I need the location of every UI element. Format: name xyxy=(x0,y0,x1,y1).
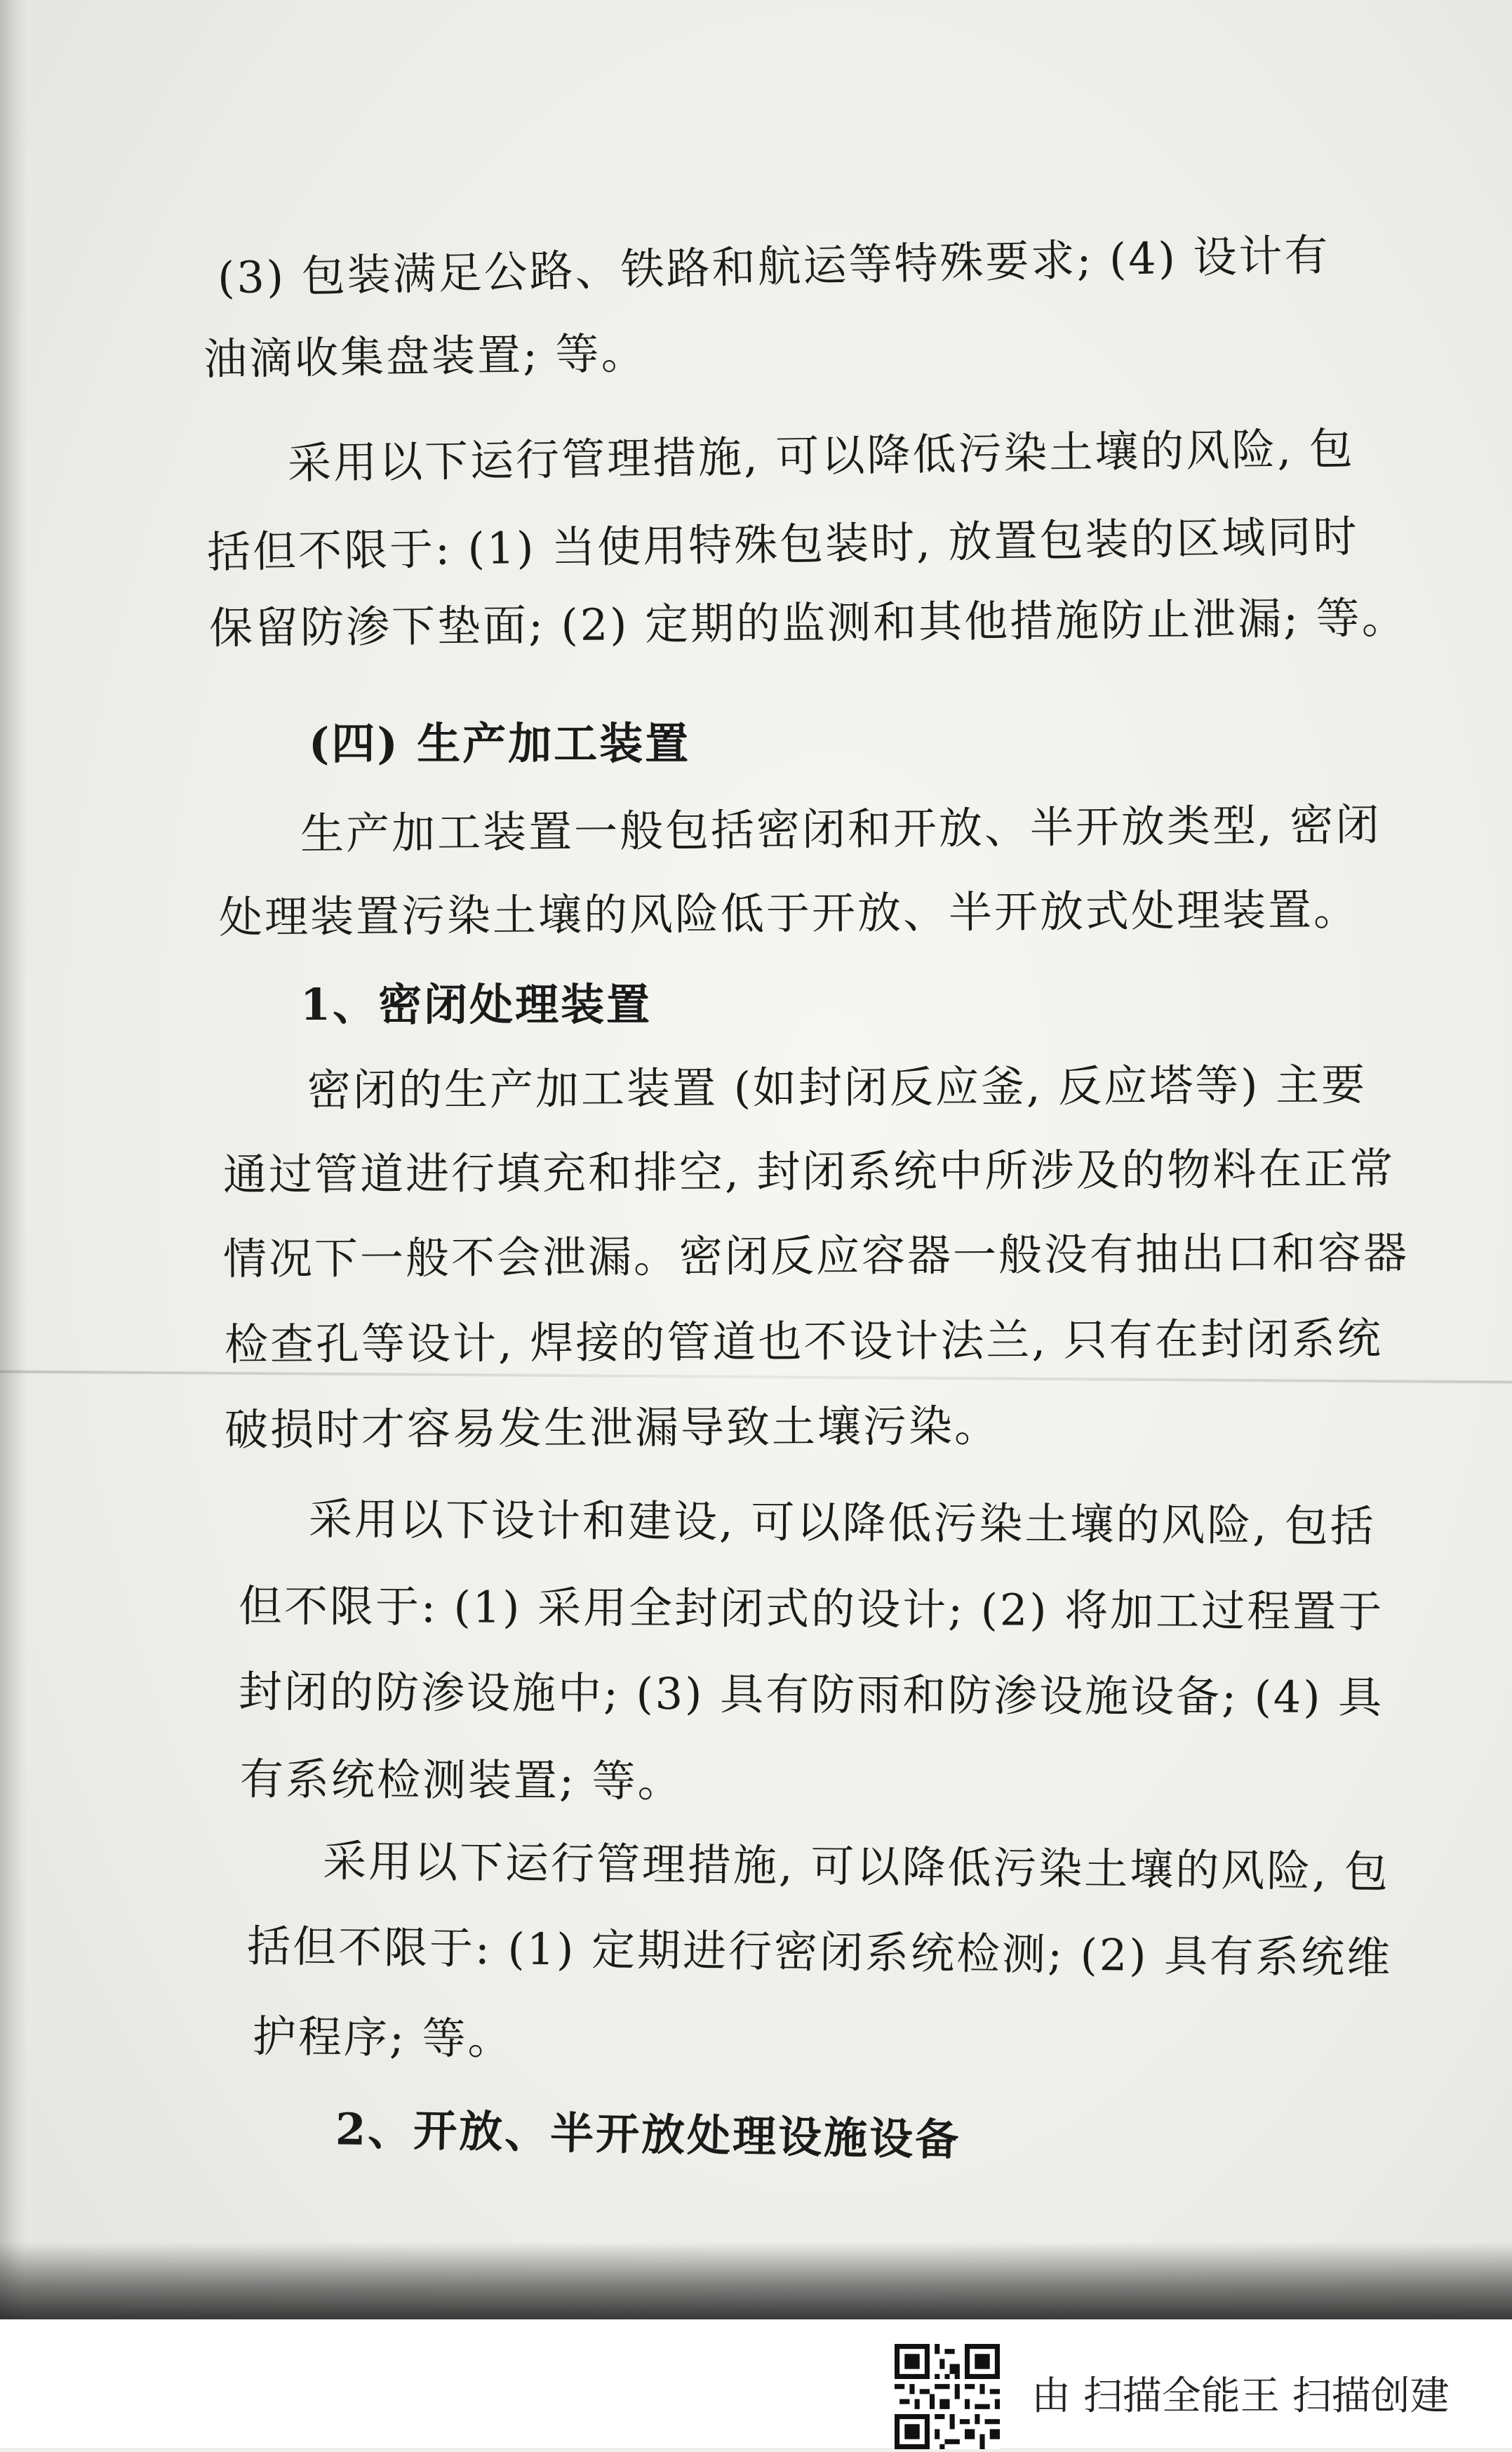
body-line-11: 检查孔等设计, 焊接的管道也不设计法兰, 只有在封闭系统 xyxy=(224,1312,1384,1371)
body-line-14: 但不限于: (1) 采用全封闭式的设计; (2) 将加工过程置于 xyxy=(238,1580,1384,1638)
subheading-2: 2、开放、半开放处理设施设备 xyxy=(335,2103,961,2166)
body-line-9: 通过管道进行填充和排空, 封闭系统中所涉及的物料在正常 xyxy=(222,1142,1396,1201)
body-line-19: 护程序; 等。 xyxy=(252,2011,514,2065)
body-line-2: 油滴收集盘装置; 等。 xyxy=(203,327,648,385)
body-line-5: 保留防渗下垫面; (2) 定期的监测和其他措施防止泄漏; 等。 xyxy=(208,592,1408,654)
body-line-18: 括但不限于: (1) 定期进行密闭系统检测; (2) 具有系统维 xyxy=(246,1920,1393,1984)
body-line-17: 采用以下运行管理措施, 可以降低污染土壤的风险, 包 xyxy=(322,1835,1391,1898)
section-heading-4: (四) 生产加工装置 xyxy=(309,718,691,769)
body-line-1: (3) 包装满足公路、铁路和航运等特殊要求; (4) 设计有 xyxy=(217,229,1331,304)
body-line-13: 采用以下设计和建设, 可以降低污染土壤的风险, 包括 xyxy=(308,1493,1377,1552)
body-line-16: 有系统检测装置; 等。 xyxy=(239,1753,683,1807)
subheading-1: 1、密闭处理装置 xyxy=(300,979,653,1030)
body-line-15: 封闭的防渗设施中; (3) 具有防雨和防渗设施设备; (4) 具 xyxy=(238,1665,1384,1724)
qr-code-graphic xyxy=(895,2344,1000,2449)
body-line-6: 生产加工装置一般包括密闭和开放、半开放类型, 密闭 xyxy=(300,799,1381,860)
scanner-footer xyxy=(895,2344,1512,2449)
body-line-10: 情况下一般不会泄漏。密闭反应容器一般没有抽出口和容器 xyxy=(222,1227,1410,1285)
qr-code-icon xyxy=(895,2344,1000,2449)
body-line-8: 密闭的生产加工装置 (如封闭反应釜, 反应塔等) 主要 xyxy=(307,1059,1367,1116)
body-line-3: 采用以下运行管理措施, 可以降低污染土壤的风险, 包 xyxy=(287,422,1356,489)
body-line-12: 破损时才容易发生泄漏导致土壤污染。 xyxy=(224,1400,1001,1455)
scanner-attribution-text: 由 扫描全能王 扫描创建 xyxy=(1031,2373,1450,2419)
scan-bottom-shadow xyxy=(0,2242,1512,2319)
body-line-4: 括但不限于: (1) 当使用特殊包装时, 放置包装的区域同时 xyxy=(206,510,1359,578)
body-line-7: 处理装置污染土壤的风险低于开放、半开放式处理装置。 xyxy=(218,884,1360,943)
